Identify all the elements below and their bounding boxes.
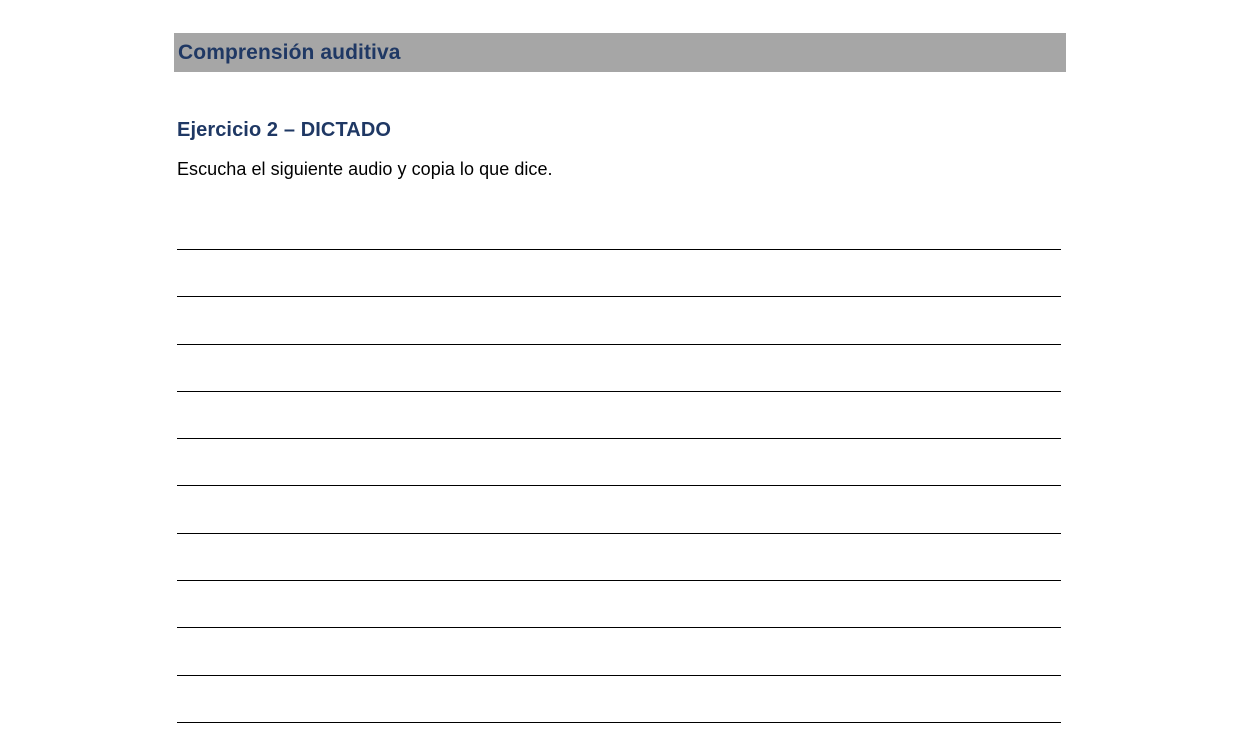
line-gap bbox=[177, 392, 1061, 438]
line-gap bbox=[177, 486, 1061, 532]
answer-line[interactable] bbox=[177, 722, 1061, 723]
line-gap bbox=[177, 439, 1061, 485]
section-banner bbox=[174, 33, 1066, 72]
line-gap bbox=[177, 676, 1061, 722]
exercise-instruction: Escucha el siguiente audio y copia lo que dice. bbox=[177, 159, 553, 179]
line-gap bbox=[177, 581, 1061, 627]
line-gap bbox=[177, 297, 1061, 343]
section-banner-title: Comprensión auditiva bbox=[178, 40, 401, 64]
line-gap bbox=[177, 628, 1061, 674]
line-gap bbox=[177, 345, 1061, 391]
line-gap bbox=[177, 250, 1061, 296]
line-gap bbox=[177, 534, 1061, 580]
exercise-title: Ejercicio 2 – DICTADO bbox=[177, 119, 392, 141]
answer-lines bbox=[177, 249, 1061, 723]
